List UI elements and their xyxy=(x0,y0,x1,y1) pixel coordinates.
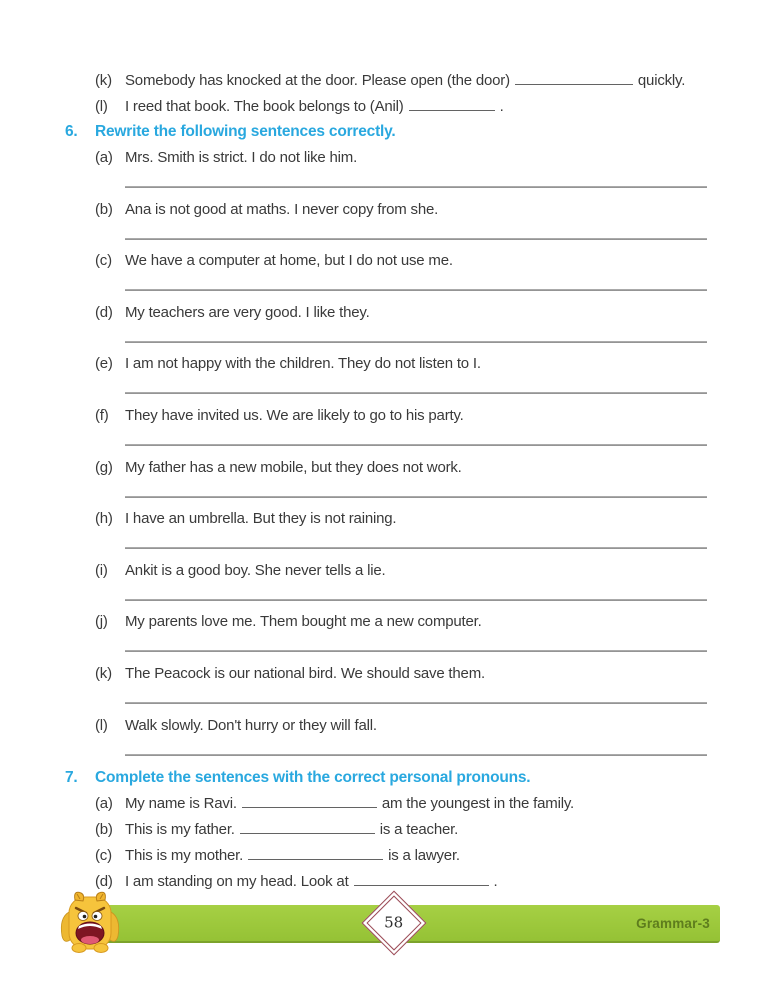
exercise-item xyxy=(95,665,485,682)
item-label: (b) xyxy=(95,821,113,838)
fill-in-blank xyxy=(354,872,489,886)
item-text: They have invited us. We are likely to go to his party. xyxy=(125,407,464,424)
exercise-item xyxy=(95,872,498,890)
item-label: (j) xyxy=(95,613,108,630)
fill-in-blank xyxy=(240,820,375,834)
fill-in-blank xyxy=(409,97,495,111)
exercise-item xyxy=(95,459,462,476)
item-text-after: is a lawyer. xyxy=(388,847,460,864)
exercise-item xyxy=(95,717,377,734)
exercise-item xyxy=(95,794,574,812)
exercise7-heading xyxy=(65,769,530,787)
answer-line xyxy=(125,392,707,394)
answer-line xyxy=(125,341,707,343)
item-label: (e) xyxy=(95,355,113,372)
page-number: 58 xyxy=(384,914,404,932)
item-text: My parents love me. Them bought me a new computer. xyxy=(125,613,482,630)
answer-line xyxy=(125,754,707,756)
fill-in-blank xyxy=(515,71,633,85)
answer-line xyxy=(125,444,707,446)
item-label: (h) xyxy=(95,510,113,527)
item-label: (c) xyxy=(95,847,112,864)
footer-book-label: Grammar-3 xyxy=(636,915,710,931)
item-text: Ana is not good at maths. I never copy from she. xyxy=(125,201,439,218)
exercise6-number: 6. xyxy=(65,123,78,140)
item-label: (k) xyxy=(95,72,112,89)
item-text: Walk slowly. Don't hurry or they will fall. xyxy=(125,717,377,734)
item-label: (c) xyxy=(95,252,112,269)
exercise7-number: 7. xyxy=(65,769,78,786)
exercise-item xyxy=(95,252,453,269)
exercise6-heading xyxy=(65,123,396,141)
answer-line xyxy=(125,496,707,498)
answer-line xyxy=(125,702,707,704)
answer-line xyxy=(125,238,707,240)
answer-line xyxy=(125,650,707,652)
item-label: (d) xyxy=(95,873,113,890)
item-text: Ankit is a good boy. She never tells a lie. xyxy=(125,562,386,579)
item-text-after: . xyxy=(499,98,504,115)
item-label: (l) xyxy=(95,717,108,734)
item-label: (a) xyxy=(95,795,113,812)
mascot-puppy-icon xyxy=(55,890,125,958)
item-text: This is my father. xyxy=(125,821,235,838)
item-label: (l) xyxy=(95,98,108,115)
item-text: The Peacock is our national bird. We should save them. xyxy=(125,665,485,682)
answer-line xyxy=(125,599,707,601)
exercise-item xyxy=(95,846,460,864)
fill-in-blank xyxy=(248,846,383,860)
exercise-item xyxy=(95,71,685,89)
exercise-item xyxy=(95,355,481,372)
item-text-after: am the youngest in the family. xyxy=(381,795,574,812)
item-text: We have a computer at home, but I do not use me. xyxy=(125,252,453,269)
exercise-item xyxy=(95,562,385,579)
item-label: (k) xyxy=(95,665,112,682)
item-text-after: quickly. xyxy=(637,72,686,89)
item-text: Mrs. Smith is strict. I do not like him. xyxy=(125,149,358,166)
item-text: Somebody has knocked at the door. Please open (the door) xyxy=(125,72,510,89)
exercise-item xyxy=(95,97,504,115)
item-label: (f) xyxy=(95,407,109,424)
exercise6-title: Rewrite the following sentences correctly. xyxy=(95,123,396,140)
item-text: My name is Ravi. xyxy=(125,795,237,812)
item-text: My father has a new mobile, but they does not work. xyxy=(125,459,462,476)
item-text: I reed that book. The book belongs to (Anil) xyxy=(125,98,404,115)
answer-line xyxy=(125,547,707,549)
item-label: (i) xyxy=(95,562,108,579)
answer-line xyxy=(125,186,707,188)
answer-line xyxy=(125,289,707,291)
item-text: I have an umbrella. But they is not raining. xyxy=(125,510,397,527)
exercise-item xyxy=(95,149,357,166)
exercise-item xyxy=(95,820,458,838)
exercise-item xyxy=(95,304,370,321)
item-text-after: . xyxy=(493,873,498,890)
item-text: I am standing on my head. Look at xyxy=(125,873,349,890)
exercise-item xyxy=(95,510,396,527)
exercise-item xyxy=(95,613,482,630)
item-text: My teachers are very good. I like they. xyxy=(125,304,370,321)
item-text: This is my mother. xyxy=(125,847,244,864)
exercise-item xyxy=(95,407,464,424)
item-text-after: is a teacher. xyxy=(379,821,459,838)
item-label: (a) xyxy=(95,149,113,166)
fill-in-blank xyxy=(242,794,377,808)
page-number-diamond xyxy=(361,890,426,955)
item-label: (g) xyxy=(95,459,113,476)
exercise-item xyxy=(95,201,438,218)
item-text: I am not happy with the children. They do not listen to I. xyxy=(125,355,481,372)
item-label: (b) xyxy=(95,201,113,218)
item-label: (d) xyxy=(95,304,113,321)
exercise7-title: Complete the sentences with the correct personal pronouns. xyxy=(95,769,531,786)
